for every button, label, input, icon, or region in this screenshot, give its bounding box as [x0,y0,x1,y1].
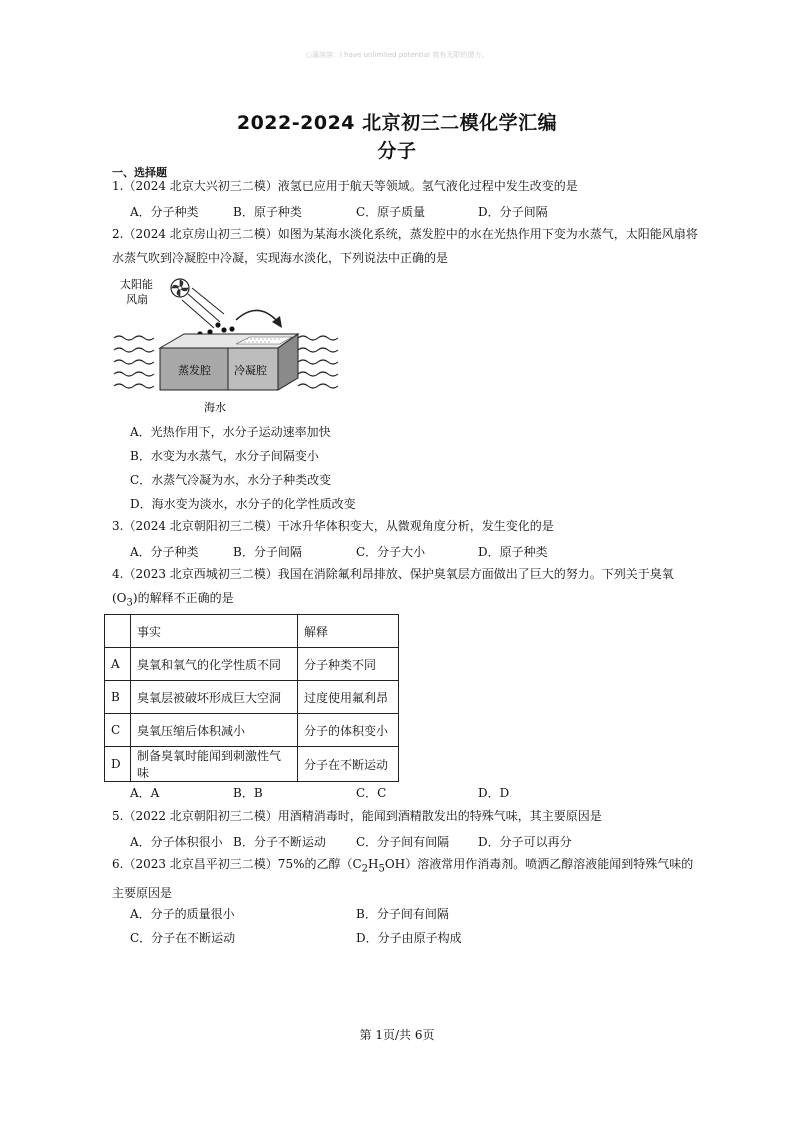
q4-option-b: B．B [233,786,263,800]
q6-option-c: C．分子在不断运动 [130,931,236,945]
q2-option-b: B．水变为水蒸气，水分子间隔变小 [130,449,319,463]
row-key: B [105,681,131,714]
q6-option-d: D．分子由原子构成 [356,931,462,945]
q5-option-b: B．分子不断运动 [233,835,326,849]
table-row [105,747,399,782]
table-row [105,714,399,747]
row-key: A [105,648,131,681]
question-6-stem: 6.（2023 北京昌平初三二模）75%的乙醇$(C_2H_5OH)$溶液常用作消毒剂。喷洒乙醇溶液能闻到特殊气味的主要原因是 [112,857,694,901]
q4-option-c: C．C [356,786,387,800]
table-header-fact: 事实 [131,615,298,648]
q1-option-c: C．原子质量 [356,205,426,219]
q6-option-a: A．分子的质量很小 [130,907,235,921]
question-1-stem: 1.（2024 北京大兴初三二模）液氢已应用于航天等领域。氢气液化过程中发生改变的是 [112,179,578,193]
row-key: C [105,714,131,747]
fan-label-2: 风扇 [126,293,148,306]
q1-option-d: D．分子间隔 [478,205,548,219]
explanation-table [104,614,399,782]
light-ray [182,300,214,328]
q2-option-c: C．水蒸气冷凝为水，水分子种类改变 [130,473,332,487]
table-header-row [105,615,399,648]
seawater-label: 海水 [204,401,226,414]
fan-label-1: 太阳能 [120,278,153,291]
row-fact: 臭氧压缩后体积减小 [131,714,298,747]
row-explanation: 分子种类不同 [298,648,399,681]
table-row [105,648,399,681]
q3-option-b: B．分子间隔 [233,545,302,559]
page-subtitle: 分子 [377,140,417,162]
condensation-chamber-label: 冷凝腔 [234,364,267,377]
question-5-stem: 5.（2022 北京朝阳初三二模）用酒精消毒时，能闻到酒精散发出的特殊气味，其主要原因是 [112,809,602,823]
q1-option-a: A．分子种类 [130,205,199,219]
q3-option-d: D．原子种类 [478,545,548,559]
vapor-dot [229,326,234,331]
page-title: 2022-2024 北京初三二模化学汇编 [236,112,558,134]
row-explanation: 分子的体积变小 [298,714,399,747]
question-4-stem: 4.（2023 北京西城初三二模）我国在消除氟利昂排放、保护臭氧层方面做出了巨大的努力。下列关于臭氧$(O_3)$的解释不正确的是 [112,567,674,609]
row-explanation: 过度使用氟利昂 [298,681,399,714]
flow-arrow [236,310,278,322]
q4-option-d: D．D [478,786,510,800]
table-header-explanation: 解释 [298,615,399,648]
q2-option-a: A．光热作用下，水分子运动速率加快 [130,425,331,439]
q3-option-a: A．分子种类 [130,545,199,559]
page-footer: 第 1页/共 6页 [359,1028,435,1042]
vapor-dot [215,322,220,327]
row-fact: 制备臭氧时能闻到刺激性气味 [131,747,298,782]
q4-option-a: A．A [130,786,160,800]
vapor-dot [221,327,226,332]
row-explanation: 分子在不断运动 [298,747,399,782]
q2-option-d: D．海水变为淡水，水分子的化学性质改变 [130,497,356,511]
q5-option-d: D．分子可以再分 [478,835,572,849]
question-3-stem: 3.（2024 北京朝阳初三二模）干冰升华体积变大，从微观角度分析，发生变化的是 [112,519,554,533]
section-heading: 一、选择题 [112,166,167,179]
row-fact: 臭氧和氧气的化学性质不同 [131,648,298,681]
fan-icon [171,279,189,297]
row-fact: 臭氧层被破坏形成巨大空洞 [131,681,298,714]
desalination-figure [112,272,352,418]
light-ray [192,288,224,314]
q6-option-b: B．分子间有间隔 [356,907,449,921]
table-row [105,681,399,714]
q5-option-c: C．分子间有间隔 [356,835,450,849]
row-key: D [105,747,131,782]
evaporation-chamber-label: 蒸发腔 [178,364,211,377]
question-2-stem: 2.（2024 北京房山初三二模）如图为某海水淡化系统，蒸发腔中的水在光热作用下变为水蒸气，太阳能风扇将水蒸气吹到冷凝腔中冷凝，实现海水淡化，下列说法中正确的是 [112,227,698,265]
q5-option-a: A．分子体积很小 [130,835,223,849]
desalination-box [160,334,298,390]
q3-option-c: C．分子大小 [356,545,426,559]
q1-option-b: B．原子种类 [233,205,302,219]
watermark: ○蒲溶溶：I have unlimited potential 我有无限的潜力。 [305,51,489,59]
